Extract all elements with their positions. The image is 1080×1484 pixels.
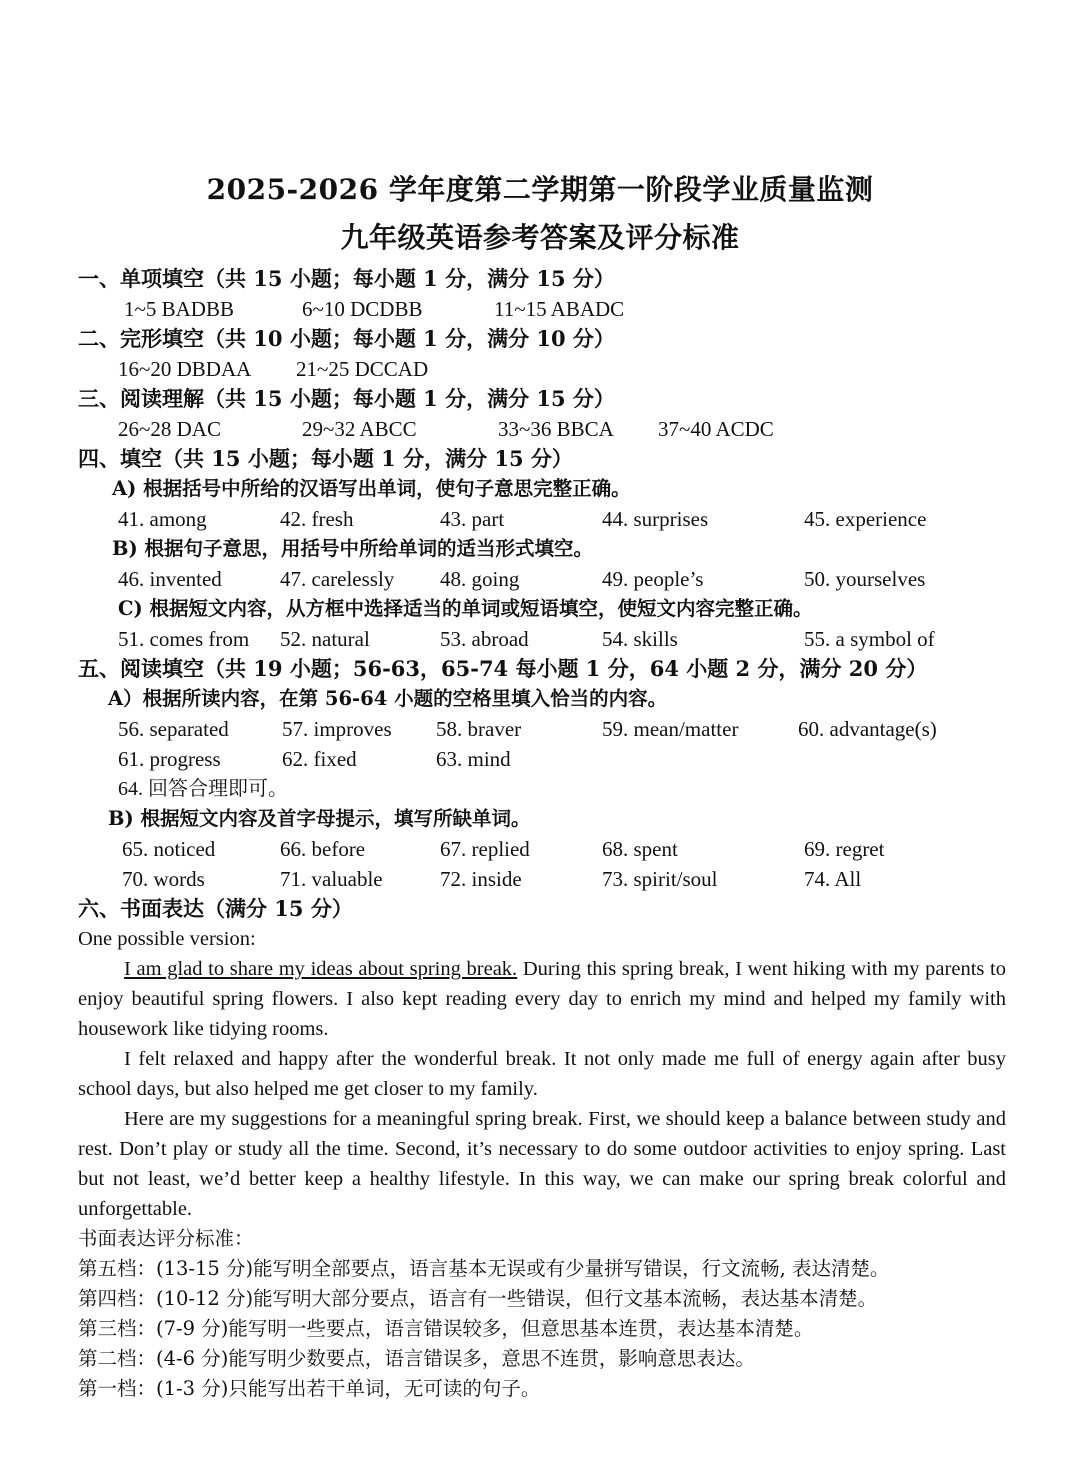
answer-item: 54. skills [602,627,678,651]
sample-paragraph-3-text: Here are my suggestions for a meaningful spring break. First, we should keep a balance between study and rest. Don’t play or study all the time. Second, it’s necessary to do some outdoor activities to enjoy spring. Last but not least, we’d better keep a healthy lifestyle. In this way, we can make our spring break colorful and unforgettable. [78,1108,1006,1220]
answer-item: 52. natural [280,627,370,651]
sample-intro: One possible version: [78,928,256,950]
criteria-level: 第三档：(7-9 分)能写明一些要点，语言错误较多，但意思基本连贯，表达基本清楚。 [78,1317,814,1340]
answer-item: 69. regret [804,837,885,861]
answer-item: 48. going [440,567,520,591]
section1-answer: 1~5 BADBB [124,297,234,321]
answer-item: 70. words [122,867,205,891]
answer-item: 42. fresh [280,507,354,531]
answer-item: 66. before [280,837,366,861]
page-title: 2025-2026 学年度第二学期第一阶段学业质量监测 [206,173,874,206]
answer-item: 74. All [804,867,862,891]
criteria-title: 书面表达评分标准： [78,1227,254,1250]
sample-paragraph-2 [78,1044,1006,1104]
sample-paragraph-1-text: During this spring break, I went hiking with my parents to enjoy beautiful spring flowers. I also kept reading every day to enrich my mind and helped my family with housework like tidying rooms. [78,958,1007,1040]
sample-topic-sentence: I am glad to share my ideas about spring break. [124,958,518,980]
sample-paragraph-3 [78,1104,1006,1224]
answer-item: 71. valuable [280,867,383,891]
section4-partB-instruction: B) 根据句子意思，用括号中所给单词的适当形式填空。 [112,537,593,560]
answer-item: 60. advantage(s) [798,717,937,741]
answer-item: 62. fixed [282,747,357,771]
section5-heading: 五、阅读填空（共 19 小题；56-63，65-74 每小题 1 分，64 小题 2 分，满分 20 分） [78,656,928,681]
sample-paragraph-1 [78,954,1006,1044]
answer-item: 45. experience [804,507,927,531]
answer-item: 61. progress [118,747,221,771]
answer-item: 58. braver [436,717,522,741]
answer-item: 50. yourselves [804,567,926,591]
answer-item: 44. surprises [602,507,709,531]
section5-partB-instruction: B) 根据短文内容及首字母提示，填写所缺单词。 [108,807,531,830]
answer-item: 68. spent [602,837,678,861]
answer-item: 41. among [118,507,207,531]
section4-heading: 四、填空（共 15 小题；每小题 1 分，满分 15 分） [78,446,573,471]
answer-item: 59. mean/matter [602,717,739,741]
section3-answer: 29~32 ABCC [302,417,417,441]
section1-answer: 6~10 DCDBB [302,297,423,321]
answer-item: 56. separated [118,717,229,741]
answer-item: 72. inside [440,867,522,891]
answer-item: 63. mind [436,747,511,771]
section6-heading: 六、书面表达（满分 15 分） [78,896,353,921]
criteria-level: 第一档：(1-3 分)只能写出若干单词，无可读的句子。 [78,1377,541,1400]
answer-item: 49. people’s [602,567,704,591]
section4-partA-instruction: A) 根据括号中所给的汉语写出单词，使句子意思完整正确。 [112,477,631,500]
section3-answer: 26~28 DAC [118,417,221,441]
answer-item: 73. spirit/soul [602,867,718,891]
answer-item: 64. 回答合理即可。 [118,778,288,800]
page-subtitle: 九年级英语参考答案及评分标准 [340,221,740,254]
criteria-level: 第五档：(13-15 分)能写明全部要点，语言基本无误或有少量拼写错误，行文流畅, 表达清楚。 [78,1257,890,1280]
answer-item: 51. comes from [118,627,250,651]
section3-heading: 三、阅读理解（共 15 小题；每小题 1 分，满分 15 分） [78,386,615,411]
section4-partC-instruction: C) 根据短文内容，从方框中选择适当的单词或短语填空，使短文内容完整正确。 [118,597,813,620]
section2-answer: 16~20 DBDAA [118,357,252,381]
answer-item: 57. improves [282,717,392,741]
section3-answer: 37~40 ACDC [658,417,774,441]
answer-item: 47. carelessly [280,567,395,591]
answer-item: 46. invented [118,567,222,591]
answer-item: 65. noticed [122,837,216,861]
section2-heading: 二、完形填空（共 10 小题；每小题 1 分，满分 10 分） [78,326,615,351]
section2-answer: 21~25 DCCAD [296,357,429,381]
answer-item: 67. replied [440,837,530,861]
criteria-level: 第二档：(4-6 分)能写明少数要点，语言错误多，意思不连贯，影响意思表达。 [78,1347,755,1370]
section1-answer: 11~15 ABADC [494,297,625,321]
answer-item: 43. part [440,507,505,531]
sample-paragraph-2-text: I felt relaxed and happy after the wonderful break. It not only made me full of energy again after busy school days, but also helped me get closer to my family. [78,1048,1006,1100]
section3-answer: 33~36 BBCA [498,417,614,441]
answer-item: 53. abroad [440,627,529,651]
answer-item: 55. a symbol of [804,627,935,651]
section1-heading: 一、单项填空（共 15 小题；每小题 1 分，满分 15 分） [78,266,615,291]
criteria-level: 第四档：(10-12 分)能写明大部分要点，语言有一些错误，但行文基本流畅，表达基本清楚。 [78,1287,878,1310]
section5-partA-instruction: A）根据所读内容，在第 56-64 小题的空格里填入恰当的内容。 [108,687,668,710]
